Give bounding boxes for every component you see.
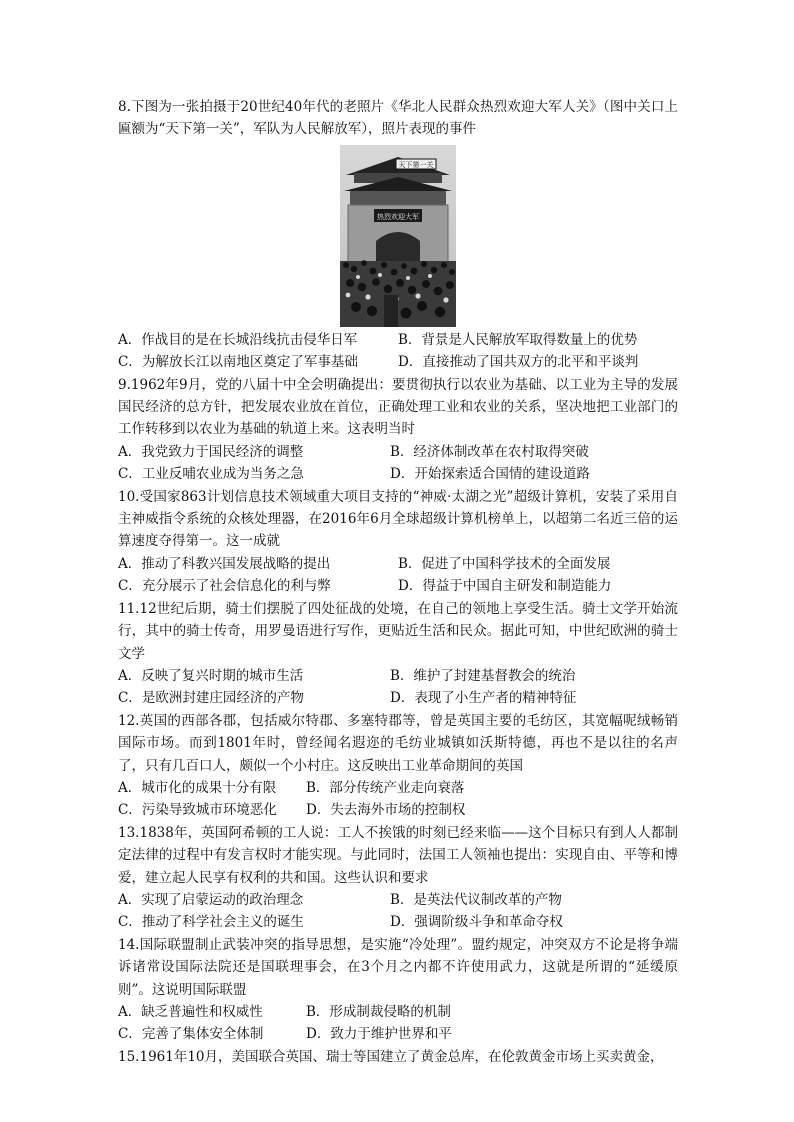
question-14: [118, 934, 678, 1046]
question-number: 12.: [118, 712, 140, 729]
options-row: [118, 1001, 678, 1023]
option-a[interactable]: A．作战目的是在长城沿线抗击侵华日军: [118, 331, 358, 348]
question-11: [118, 598, 678, 710]
question-list: [118, 96, 678, 1068]
question-10: [118, 486, 678, 598]
question-stem: [118, 598, 678, 665]
options-row: [118, 329, 678, 351]
options-row: [118, 665, 678, 687]
options-row: [118, 889, 678, 911]
option-d[interactable]: D．得益于中国自主研发和制造能力: [398, 578, 612, 595]
question-number: 14.: [118, 936, 140, 953]
option-a[interactable]: A．实现了启蒙运动的政治理念: [118, 891, 304, 908]
question-text: 国际联盟制止武装冲突的指导思想，是实施“冷处理”。盟约规定，冲突双方不论是将争端诉诸常设国际法院还是国联理事会，在3个月之内都不许使用武力，这就是所谓的“延缓原则”。这说明国际联盟: [118, 936, 678, 998]
question-stem: [118, 96, 678, 141]
question-stem: [118, 374, 678, 441]
banner-text: 热烈欢迎大军: [377, 212, 419, 221]
option-c[interactable]: C．推动了科学社会主义的诞生: [118, 914, 304, 931]
question-text: 英国的西部各郡，包括威尔特郡、多塞特郡等，曾是英国主要的毛纺区，其宽幅呢绒畅销国际市场。而到1801年时，曾经闻名遐迩的毛纺业城镇如沃斯特德，再也不是以往的名声了，只有几百口人，颇似一个小村庄。这反映出工业革命期间的英国: [118, 712, 678, 774]
option-a[interactable]: A．反映了复兴时期的城市生活: [118, 667, 304, 684]
options-row: [118, 687, 678, 709]
option-b[interactable]: B．形成制裁侵略的机制: [306, 1004, 451, 1020]
options-row: [118, 351, 678, 373]
question-text: 1962年9月，党的八届十中全会明确提出：要贯彻执行以农业为基础、以工业为主导的发展国民经济的总方针，把发展农业放在首位，正确处理工业和农业的关系，坚决地把工业部门的工作转移到以农业为基础的轨道上来。这表明当时: [118, 376, 678, 438]
question-number: 11.: [118, 600, 140, 617]
option-d[interactable]: D．直接推动了国共双方的北平和平谈判: [398, 354, 639, 371]
question-text: 下图为一张拍摄于20世纪40年代的老照片《华北人民群众热烈欢迎大军人关》（图中关口上匾额为“天下第一关”，军队为人民解放军），照片表现的事件: [118, 99, 678, 138]
question-stem: [118, 934, 678, 1001]
options-row: [118, 463, 678, 485]
historical-photo: [340, 145, 456, 327]
option-b[interactable]: B．经济体制改革在农村取得突破: [390, 443, 589, 460]
option-a[interactable]: A．城市化的成果十分有限: [118, 779, 277, 796]
option-b[interactable]: B．背景是人民解放军取得数量上的优势: [398, 331, 638, 348]
option-b[interactable]: B．促进了中国科学技术的全面发展: [398, 555, 611, 572]
question-text: 1961年10月，美国联合英国、瑞士等国建立了黄金总库，在伦敦黄金市场上买卖黄金，: [139, 1048, 664, 1065]
options-row: [118, 553, 678, 575]
option-d[interactable]: D．表现了小生产者的精神特征: [390, 690, 577, 707]
option-a[interactable]: A．推动了科教兴国发展战略的提出: [118, 555, 331, 572]
question-number: 10.: [118, 488, 140, 505]
question-text: 受国家863计划信息技术领域重大项目支持的“神威·太湖之光”超级计算机，安装了采用自主神威指令系统的众核处理器，在2016年6月全球超级计算机榜单上，以超第二名近三倍的运算速度夺得第一。这一成就: [118, 488, 678, 550]
question-text: 12世纪后期，骑士们摆脱了四处征战的处境，在自己的领地上享受生活。骑士文学开始流行，其中的骑士传奇，用罗曼语进行写作，更贴近生活和民众。据此可知，中世纪欧洲的骑士文学: [118, 600, 678, 662]
question-13: [118, 822, 678, 934]
question-15: [118, 1046, 678, 1068]
question-text: 1838年，英国阿希顿的工人说：工人不挨饿的时刻已经来临——这个目标只有到人人都制定法律的过程中有发言权时才能实现。与此同时，法国工人领袖也提出：实现自由、平等和博爱，建立起人民享有权利的共和国。这些认识和要求: [118, 824, 678, 886]
plaque-text: 天下第一关: [398, 160, 434, 169]
option-a[interactable]: A．缺乏普遍性和权威性: [118, 1004, 263, 1020]
options-row: [118, 799, 678, 821]
question-12: [118, 710, 678, 822]
option-c[interactable]: C．污染导致城市环境恶化: [118, 802, 277, 819]
question-8: [118, 96, 678, 374]
option-d[interactable]: D．失去海外市场的控制权: [306, 802, 466, 819]
option-b[interactable]: B．是英法代议制改革的产物: [390, 891, 562, 908]
option-c[interactable]: C．为解放长江以南地区奠定了军事基础: [118, 354, 358, 371]
question-stem: [118, 1046, 678, 1068]
option-d[interactable]: D．开始探索适合国情的建设道路: [390, 466, 590, 483]
option-d[interactable]: D．强调阶级斗争和革命夺权: [390, 914, 563, 931]
option-c[interactable]: C．工业反哺农业成为当务之急: [118, 466, 304, 483]
option-b[interactable]: B．维护了封建基督教会的统治: [390, 667, 576, 684]
option-c[interactable]: C．充分展示了社会信息化的利与弊: [118, 578, 331, 595]
options-row: [118, 911, 678, 933]
option-c[interactable]: C．是欧洲封建庄园经济的产物: [118, 690, 304, 707]
photo-container: [118, 145, 678, 327]
question-number: 15.: [118, 1048, 140, 1065]
option-b[interactable]: B．部分传统产业走向衰落: [306, 779, 465, 796]
option-c[interactable]: C．完善了集体安全体制: [118, 1026, 264, 1043]
question-number: 9.: [118, 376, 131, 393]
option-a[interactable]: A．我党致力于国民经济的调整: [118, 443, 304, 460]
options-row: [118, 441, 678, 463]
options-row: [118, 575, 678, 597]
question-stem: [118, 710, 678, 777]
question-stem: [118, 486, 678, 553]
options-row: [118, 777, 678, 799]
question-stem: [118, 822, 678, 889]
question-number: 8.: [118, 99, 131, 115]
option-d[interactable]: D．致力于维护世界和平: [306, 1026, 452, 1043]
question-number: 13.: [118, 824, 140, 841]
question-9: [118, 374, 678, 486]
options-row: [118, 1023, 678, 1045]
